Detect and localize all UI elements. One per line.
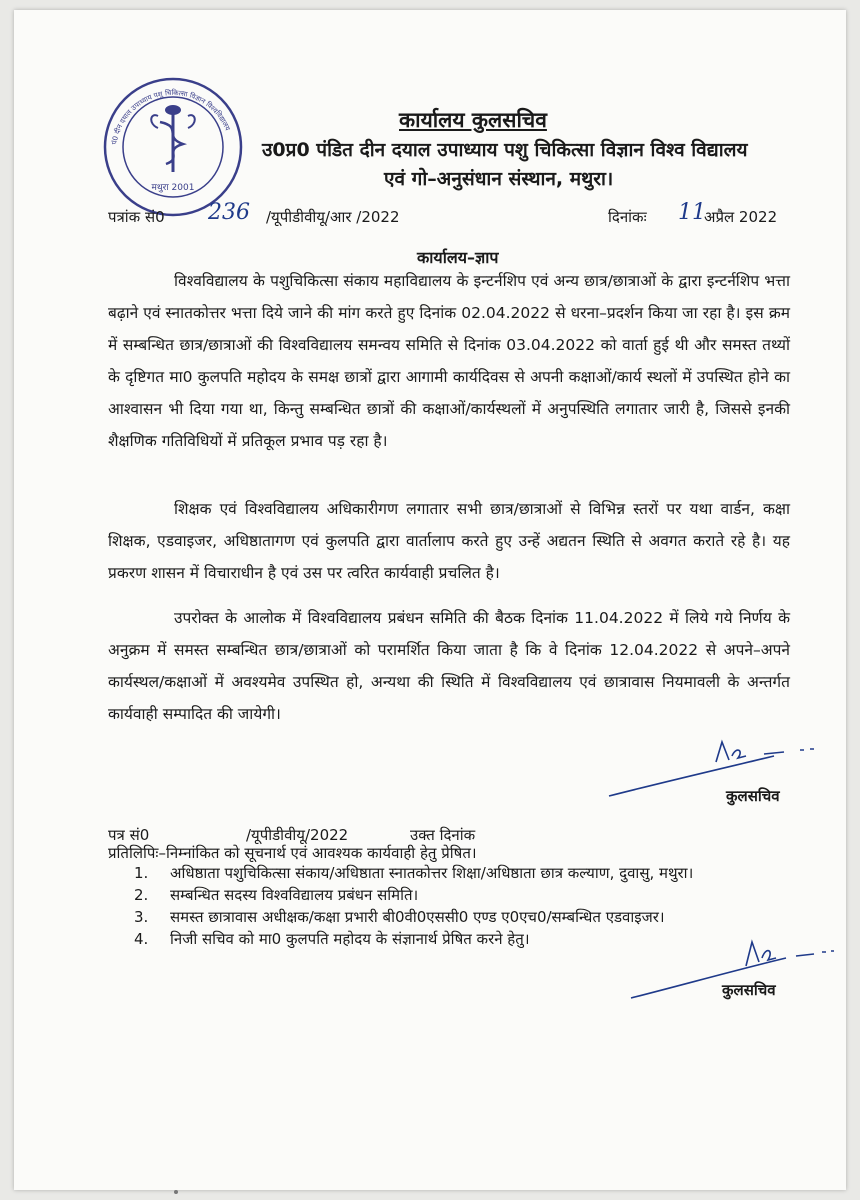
letter-page <box>14 10 846 1190</box>
list-item: 1. अधिष्ठाता पशुचिकित्सा संकाय/अधिष्ठाता स्नातकोत्तर शिक्षा/अधिष्ठाता छात्र कल्याण, दुवासु, मथुरा। <box>134 864 694 882</box>
list-item: 4. निजी सचिव को मा0 कुलपति महोदय के संज्ञानार्थ प्रेषित करने हेतु। <box>134 930 530 948</box>
signatory-designation-2: कुलसचिव <box>722 981 776 999</box>
university-name-line2: एवं गो–अनुसंधान संस्थान, मथुरा। <box>384 168 614 190</box>
paragraph-3: उपरोक्त के आलोक में विश्वविद्यालय प्रबंधन समिति की बैठक दिनांक 11.04.2022 में लिये गये निर्णय के अनुक्रम में समस्त सम्बन्धित छात्र/छात्राओं को परामर्शित किया जाता है कि वे दिनांक 12.04.2022 से अपने–अपने कार्यस्थल/कक्षाओं में अवश्यमेव उपस्थित हो, अन्यथा की स्थिति में विश्वविद्यालय एवं छात्रावास नियमावली के अन्तर्गत कार्यवाही सम्पादित की जायेगी। <box>108 609 790 723</box>
memo-subject: कार्यालय–ज्ञाप <box>417 248 499 267</box>
seal-caption: मथुरा 2001 <box>151 183 195 193</box>
office-title: कार्यालय कुलसचिव <box>399 108 547 132</box>
date-month-year: अप्रैल 2022 <box>704 208 778 226</box>
signatory-designation-1: कुलसचिव <box>726 787 780 805</box>
date-label: दिनांकः <box>608 208 647 226</box>
copy-ref-label: पत्र सं0 <box>108 826 150 844</box>
svg-text:पं0 दीन दयाल उपाध्याय पशु चिकि: पं0 दीन दयाल उपाध्याय पशु चिकित्सा विज्ञान विश्वविद्यालय <box>110 88 232 146</box>
copy-intro: प्रतिलिपिः–निम्नांकित को सूचनार्थ एवं आवश्यक कार्यवाही हेतु प्रेषित। <box>108 844 477 862</box>
date-day-handwritten: 11 <box>678 200 706 225</box>
ref-number-handwritten: 236 <box>208 200 250 225</box>
ref-label: पत्रांक सं0 <box>108 208 165 226</box>
copy-date-text: उक्त दिनांक <box>410 826 476 844</box>
page-speck <box>174 1190 178 1194</box>
copy-recipient-list <box>134 862 693 950</box>
list-item: 3. समस्त छात्रावास अधीक्षक/कक्षा प्रभारी बी0वी0एससी0 एण्ड ए0एच0/सम्बन्धित एडवाइजर। <box>134 908 665 926</box>
list-item: 2. सम्बन्धित सदस्य विश्वविद्यालय प्रबंधन समिति। <box>134 886 419 904</box>
signature-1 <box>604 734 834 804</box>
copy-ref-suffix: /यूपीडीवीयू/2022 <box>246 826 349 844</box>
paragraph-1: विश्वविद्यालय के पशुचिकित्सा संकाय महाविद्यालय के इन्टर्नशिप एवं अन्य छात्र/छात्राओं के द्वारा इन्टर्नशिप भत्ता बढ़ाने एवं स्नातकोत्तर भत्ता दिये जाने की मांग करते हुए दिनांक 02.04.2022 से धरना–प्रदर्शन किया जा रहा है। इस क्रम में सम्बन्धित छात्र/छात्राओं की विश्वविद्यालय समन्वय समिति से दिनांक 03.04.2022 को वार्ता हुई थी और समस्त तथ्यों के दृष्टिगत मा0 कुलपति महोदय के समक्ष छात्रों द्वारा आगामी कार्यदिवस से अपनी कक्षाओं/कार्य स्थलों में उपस्थित होने का आश्वासन भी दिया गया था, किन्तु सम्बन्धित छात्रों की कक्षाओं/कार्यस्थलों में अनुपस्थिति लगातार जारी है, जिससे इनकी शैक्षणिक गतिविधियों में प्रतिकूल प्रभाव पड़ रहा है। <box>108 272 790 450</box>
ref-suffix: /यूपीडीवीयू/आर /2022 <box>266 208 400 226</box>
paragraph-2: शिक्षक एवं विश्वविद्यालय अधिकारीगण लगातार सभी छात्र/छात्राओं से विभिन्न स्तरों पर यथा वार्डन, कक्षा शिक्षक, एडवाइजर, अधिष्ठातागण एवं कुलपति द्वारा वार्तालाप करते हुए उन्हें अद्यतन स्थिति से अवगत कराते रहे है। यह प्रकरण शासन में विचाराधीन है एवं उस पर त्वरित कार्यवाही प्रचलित है। <box>108 500 790 582</box>
university-name-line1: उ0प्र0 पंडित दीन दयाल उपाध्याय पशु चिकित्सा विज्ञान विश्व विद्यालय <box>262 139 748 161</box>
